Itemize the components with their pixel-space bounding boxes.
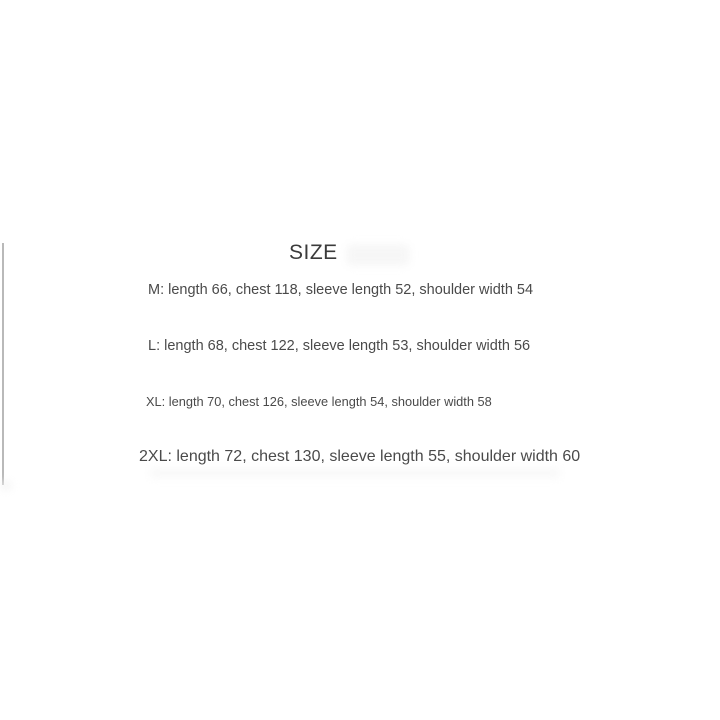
left-edge-line [2,243,4,485]
size-row-m: M: length 66, chest 118, sleeve length 52, shoulder width 54 [148,282,534,298]
size-chart-title: SIZE [289,241,338,264]
size-row-2xl: 2XL: length 72, chest 130, sleeve length 55, shoulder width 60 [139,448,581,465]
ghost-artifact [346,244,410,266]
size-row-xl: XL: length 70, chest 126, sleeve length 54, shoulder width 58 [146,394,492,409]
ghost-artifact [0,481,12,490]
ghost-artifact [150,468,560,478]
size-row-l: L: length 68, chest 122, sleeve length 53, shoulder width 56 [148,338,531,354]
